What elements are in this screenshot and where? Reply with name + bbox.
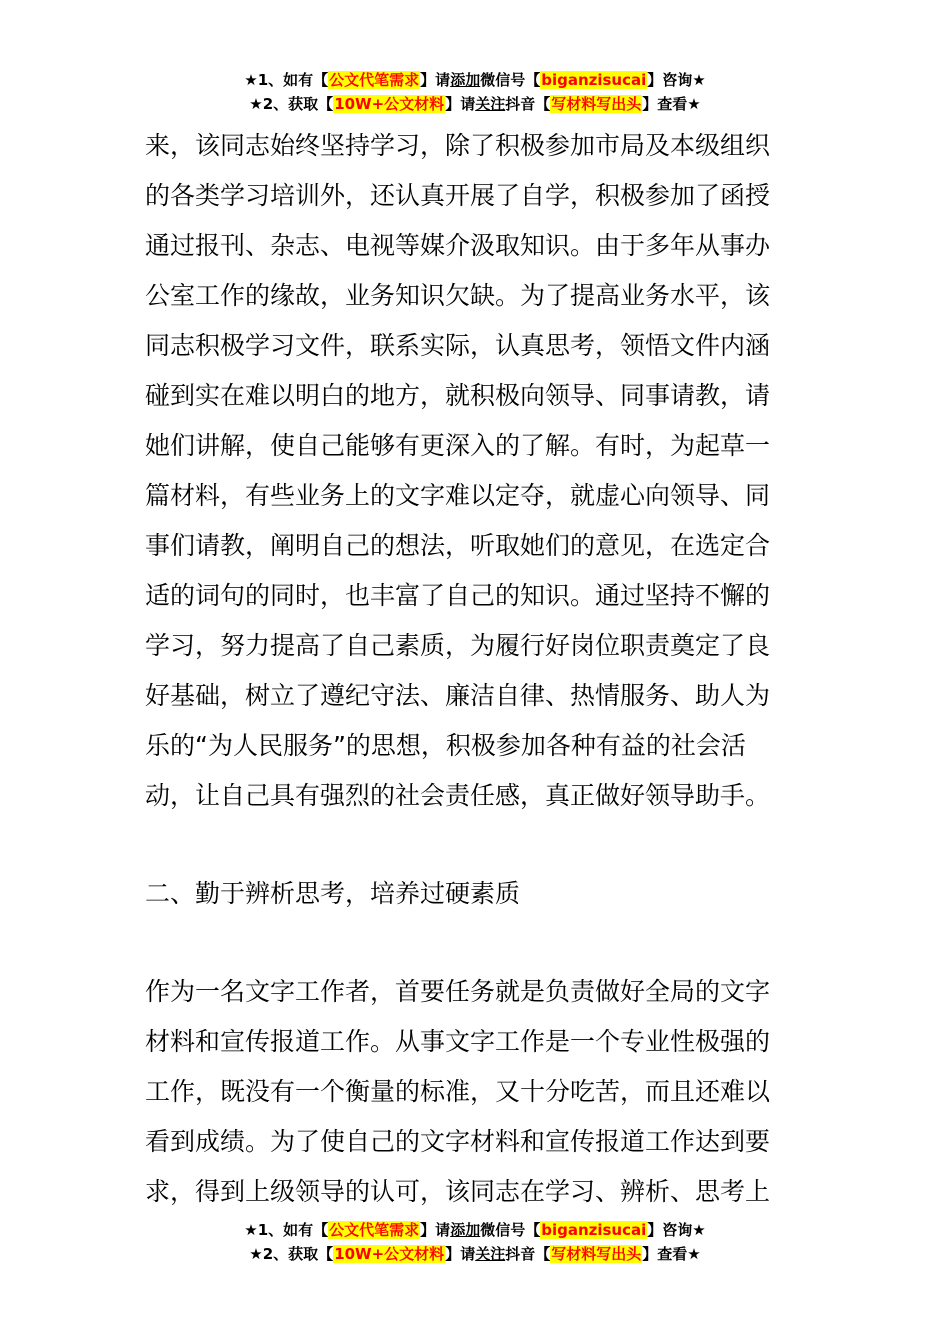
banner-text: 微信号【 bbox=[480, 71, 541, 89]
banner-line-2 bbox=[0, 1242, 950, 1266]
banner-line-2 bbox=[0, 92, 950, 116]
highlight-douyin-account: 写材料写出头 bbox=[551, 95, 642, 113]
text-line: 同志积极学习文件，联系实际，认真思考，领悟文件内涵 bbox=[145, 331, 771, 360]
banner-text: ★1、如有【 bbox=[244, 1221, 329, 1239]
banner-text: 微信号【 bbox=[480, 1221, 541, 1239]
banner-emphasis: 添加 bbox=[450, 1221, 481, 1239]
paragraph-spacer bbox=[145, 821, 825, 869]
text-line: 事们请教，阐明自己的想法，听取她们的意见，在选定合 bbox=[145, 531, 771, 560]
banner-text: 抖音【 bbox=[505, 95, 551, 113]
banner-text: 】查看★ bbox=[642, 1245, 701, 1263]
text-line: 她们讲解，使自己能够有更深入的了解。有时，为起草一 bbox=[145, 431, 771, 460]
banner-text: ★2、获取【 bbox=[249, 95, 334, 113]
text-line: 通过报刊、杂志、电视等媒介汲取知识。由于多年从事办 bbox=[145, 231, 771, 260]
text-line: 作为一名文字工作者，首要任务就是负责做好全局的文字 bbox=[145, 977, 771, 1006]
section-heading: 二、勤于辨析思考，培养过硬素质 bbox=[145, 879, 521, 908]
banner-line-1 bbox=[0, 1218, 950, 1242]
header-banner bbox=[0, 68, 950, 116]
text-line: 篇材料，有些业务上的文字难以定夺，就虚心向领导、同 bbox=[145, 481, 771, 510]
banner-text: 】查看★ bbox=[642, 95, 701, 113]
paragraph-spacer bbox=[145, 919, 825, 967]
banner-emphasis: 关注 bbox=[475, 1245, 506, 1263]
highlight-materials: 10W+公文材料 bbox=[334, 95, 445, 113]
document-body bbox=[145, 121, 825, 1217]
banner-text: ★2、获取【 bbox=[249, 1245, 334, 1263]
text-line: 公室工作的缘故，业务知识欠缺。为了提高业务水平，该 bbox=[145, 281, 771, 310]
text-line: 乐的“为人民服务”的思想，积极参加各种有益的社会活 bbox=[145, 731, 746, 760]
text-line: 看到成绩。为了使自己的文字材料和宣传报道工作达到要 bbox=[145, 1127, 771, 1156]
text-line: 的各类学习培训外，还认真开展了自学，积极参加了函授 bbox=[145, 181, 771, 210]
paragraph-2 bbox=[145, 967, 825, 1217]
banner-text: ★1、如有【 bbox=[244, 71, 329, 89]
banner-emphasis: 关注 bbox=[475, 95, 506, 113]
banner-text: 】请 bbox=[445, 1245, 476, 1263]
highlight-wechat-id: biganzisucai bbox=[541, 1221, 647, 1239]
highlight-douyin-account: 写材料写出头 bbox=[551, 1245, 642, 1263]
text-line: 工作，既没有一个衡量的标准，又十分吃苦，而且还难以 bbox=[145, 1077, 771, 1106]
banner-emphasis: 添加 bbox=[450, 71, 481, 89]
banner-text: 抖音【 bbox=[505, 1245, 551, 1263]
text-line: 来，该同志始终坚持学习，除了积极参加市局及本级组织 bbox=[145, 131, 771, 160]
banner-text: 】请 bbox=[420, 71, 451, 89]
banner-text: 】请 bbox=[445, 95, 476, 113]
banner-text: 】咨询★ bbox=[647, 71, 706, 89]
highlight-wechat-id: biganzisucai bbox=[541, 71, 647, 89]
banner-text: 】请 bbox=[420, 1221, 451, 1239]
text-line: 碰到实在难以明白的地方，就积极向领导、同事请教，请 bbox=[145, 381, 771, 410]
text-line: 材料和宣传报道工作。从事文字工作是一个专业性极强的 bbox=[145, 1027, 771, 1056]
highlight-service: 公文代笔需求 bbox=[329, 1221, 420, 1239]
text-line: 学习，努力提高了自己素质，为履行好岗位职责奠定了良 bbox=[145, 631, 771, 660]
text-line: 求，得到上级领导的认可，该同志在学习、辨析、思考上 bbox=[145, 1177, 771, 1206]
text-line: 动，让自己具有强烈的社会责任感，真正做好领导助手。 bbox=[145, 781, 771, 810]
paragraph-1 bbox=[145, 121, 825, 821]
text-line: 好基础，树立了遵纪守法、廉洁自律、热情服务、助人为 bbox=[145, 681, 771, 710]
footer-banner bbox=[0, 1218, 950, 1266]
banner-line-1 bbox=[0, 68, 950, 92]
highlight-materials: 10W+公文材料 bbox=[334, 1245, 445, 1263]
highlight-service: 公文代笔需求 bbox=[329, 71, 420, 89]
banner-text: 】咨询★ bbox=[647, 1221, 706, 1239]
text-line: 适的词句的同时，也丰富了自己的知识。通过坚持不懈的 bbox=[145, 581, 771, 610]
